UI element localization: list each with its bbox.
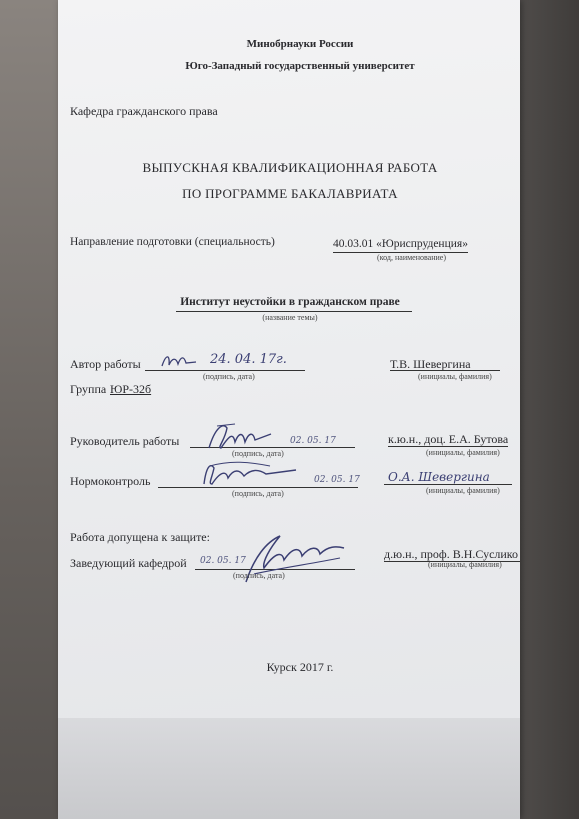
supervisor-name-line xyxy=(388,446,508,447)
admission-text: Работа допущена к защите: xyxy=(70,530,210,544)
direction-value: 40.03.01 «Юриспруденция» xyxy=(333,238,468,250)
supervisor-label: Руководитель работы xyxy=(70,434,180,448)
supervisor-sign-date: 02. 05. 17 xyxy=(290,436,336,446)
topic-caption: (название темы) xyxy=(262,313,318,322)
university-name: Юго-Западный государственный университет xyxy=(185,60,415,72)
page-shadow-area xyxy=(58,718,520,819)
group-label: Группа xyxy=(70,382,107,396)
author-name-caption: (инициалы, фамилия) xyxy=(418,372,492,381)
topic-value: Институт неустойки в гражданском праве xyxy=(180,296,400,308)
direction-caption: (код, наименование) xyxy=(377,253,446,262)
ministry-name: Минобрнауки России xyxy=(246,38,354,50)
author-label: Автор работы xyxy=(70,357,141,371)
department-name: Кафедра гражданского права xyxy=(70,104,218,118)
normcontrol-name-line xyxy=(384,484,512,485)
work-title-line-1: ВЫПУСКНАЯ КВАЛИФИКАЦИОННАЯ РАБОТА xyxy=(142,160,438,175)
city-year: Курск 2017 г. xyxy=(266,660,334,674)
head-name: д.ю.н., проф. В.Н.Суслико xyxy=(384,547,519,561)
author-name-line xyxy=(390,370,500,371)
normcontrol-label: Нормоконтроль xyxy=(70,474,151,488)
head-sign-caption: (подпись, дата) xyxy=(233,571,285,580)
normcontrol-sign-date: 02. 05. 17 xyxy=(314,475,360,485)
normcontrol-name-caption: (инициалы, фамилия) xyxy=(426,486,500,495)
author-name: Т.В. Шевергина xyxy=(390,357,471,371)
title-page xyxy=(58,0,520,819)
normcontrol-name: О.А. Шевергина xyxy=(388,470,490,484)
author-sign-date: 24. 04. 17г. xyxy=(210,352,287,367)
direction-label: Направление подготовки (специальность) xyxy=(70,236,275,248)
normcontrol-sign-caption: (подпись, дата) xyxy=(232,489,284,498)
supervisor-name: к.ю.н., доц. Е.А. Бутова xyxy=(388,432,509,446)
author-sign-caption: (подпись, дата) xyxy=(203,372,255,381)
group-value: ЮР-32б xyxy=(110,382,152,396)
head-sign-date: 02. 05. 17 xyxy=(200,556,246,566)
topic-underline xyxy=(176,311,412,312)
head-of-department-label: Заведующий кафедрой xyxy=(70,556,187,570)
head-name-caption: (инициалы, фамилия) xyxy=(428,560,502,569)
normcontrol-signature xyxy=(200,456,300,490)
supervisor-sign-caption: (подпись, дата) xyxy=(232,449,284,458)
work-title-line-2: ПО ПРОГРАММЕ БАКАЛАВРИАТА xyxy=(182,186,398,201)
author-signature xyxy=(160,350,200,372)
supervisor-name-caption: (инициалы, фамилия) xyxy=(426,448,500,457)
background-edge xyxy=(520,0,579,819)
head-signature xyxy=(240,528,350,590)
